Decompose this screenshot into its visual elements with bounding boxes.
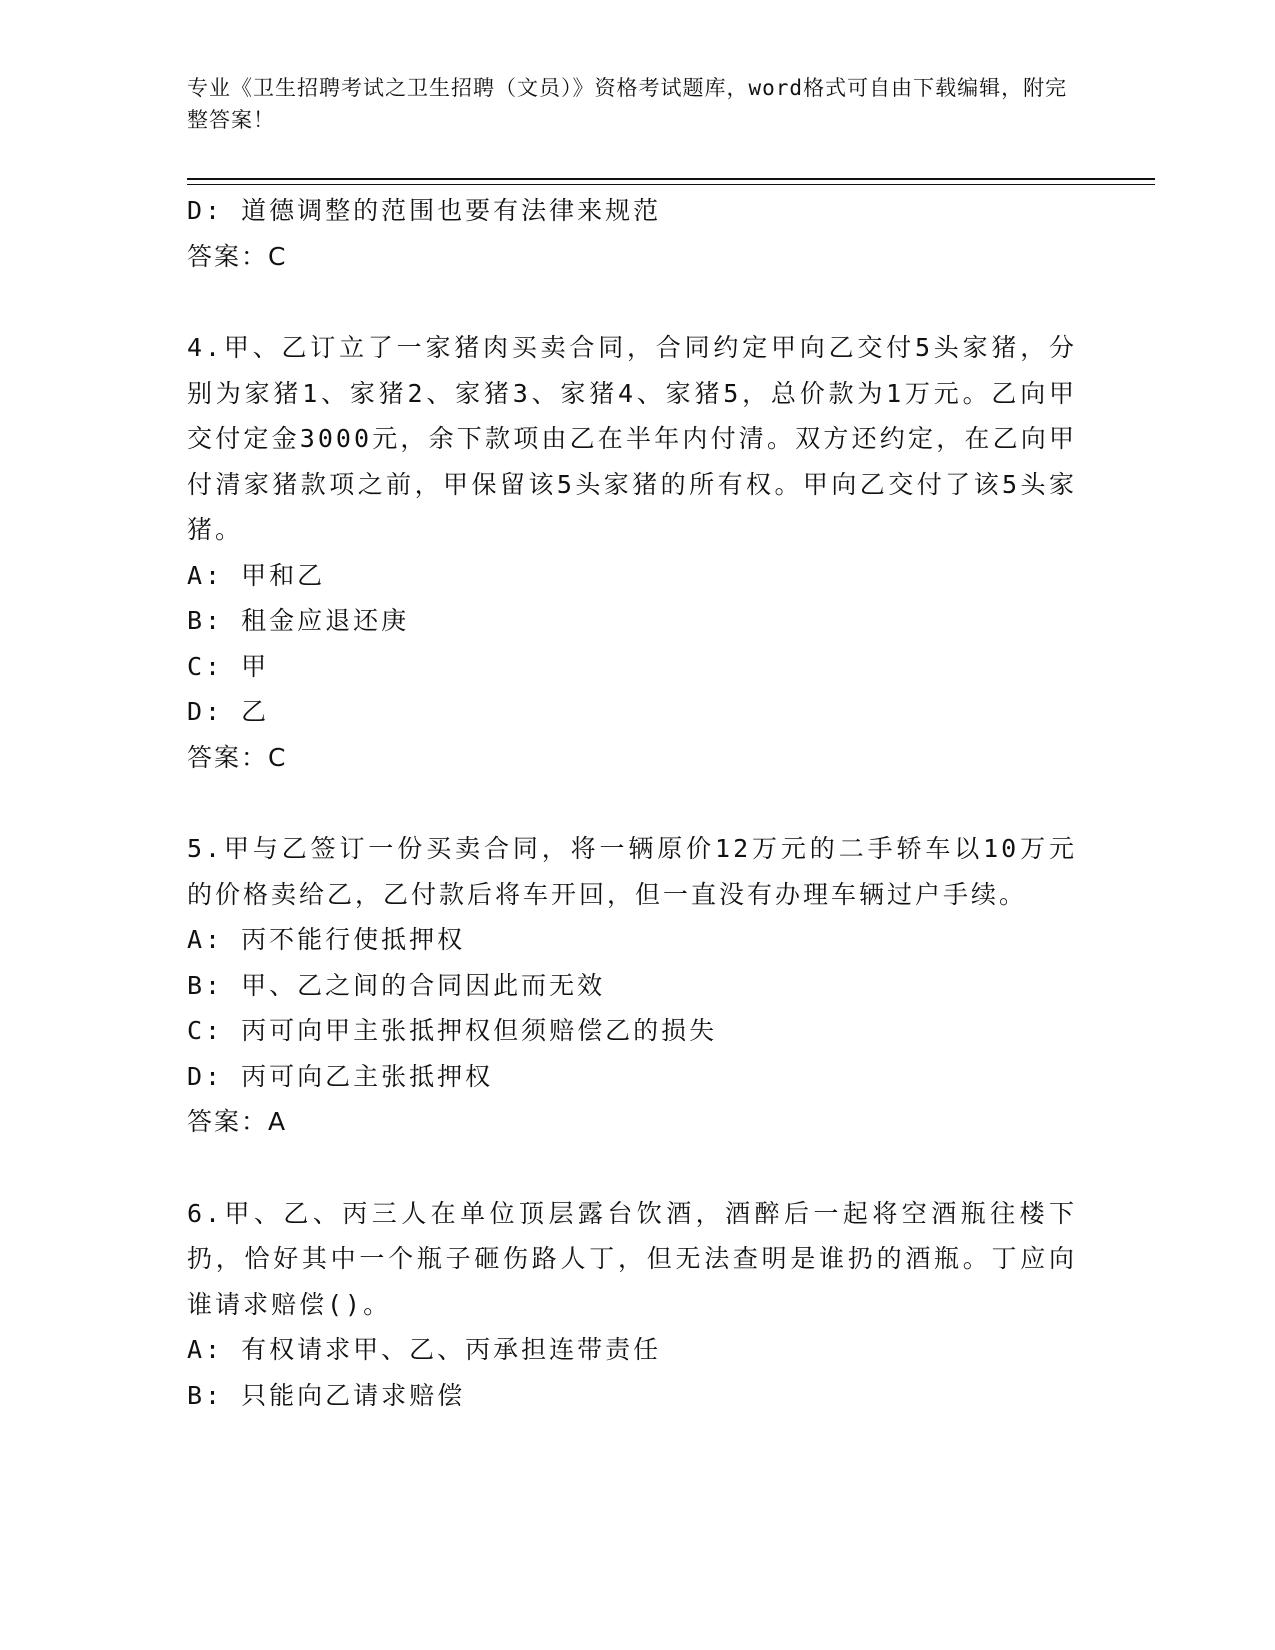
spacer <box>187 1145 1087 1191</box>
question-stem: 6.甲、乙、丙三人在单位顶层露台饮酒，酒醉后一起将空酒瓶往楼下扔，恰好其中一个瓶子砸伤路人丁，但无法查明是谁扔的酒瓶。丁应向谁请求赔偿()。 <box>187 1198 1077 1319</box>
option-d: D: 道德调整的范围也要有法律来规范 <box>187 196 662 225</box>
document-body <box>187 188 1087 1418</box>
option-a: A: 甲和乙 <box>187 560 326 590</box>
option-c: C: 甲 <box>187 651 270 681</box>
option-b: B: 甲、乙之间的合同因此而无效 <box>187 970 606 1000</box>
header-divider-thick <box>187 178 1155 180</box>
option-b: B: 租金应退还庚 <box>187 606 410 635</box>
answer-line: 答案：A <box>187 1107 288 1136</box>
question-stem: 5.甲与乙签订一份买卖合同，将一辆原价12万元的二手轿车以10万元的价格卖给乙，乙付款后将车开回，但一直没有办理车辆过户手续。 <box>187 834 1077 909</box>
option-a: A: 有权请求甲、乙、丙承担连带责任 <box>187 1335 662 1364</box>
option-c: C: 丙可向甲主张抵押权但须赔偿乙的损失 <box>187 1016 718 1045</box>
answer-line: 答案：C <box>187 742 288 772</box>
option-b: B: 只能向乙请求赔偿 <box>187 1380 466 1410</box>
option-d: D: 丙可向乙主张抵押权 <box>187 1061 494 1091</box>
question-4 <box>187 325 1087 780</box>
answer-line: 答案：C <box>187 241 288 271</box>
header-divider-thin <box>187 184 1155 185</box>
option-d: D: 乙 <box>187 697 270 726</box>
previous-question-tail <box>187 188 1087 279</box>
question-stem: 4.甲、乙订立了一家猪肉买卖合同，合同约定甲向乙交付5头家猪，分别为家猪1、家猪2、家猪3、家猪4、家猪5，总价款为1万元。乙向甲交付定金3000元，余下款项由乙在半年内付清。双方还约定，在乙向甲付清家猪款项之前，甲保留该5头家猪的所有权。甲向乙交付了该5头家猪。 <box>187 333 1077 544</box>
question-6 <box>187 1191 1087 1419</box>
option-a: A: 丙不能行使抵押权 <box>187 925 466 954</box>
document-header: 专业《卫生招聘考试之卫生招聘（文员）》资格考试题库，word格式可自由下载编辑，附完整答案！ <box>187 76 1068 132</box>
spacer <box>187 780 1087 826</box>
spacer <box>187 279 1087 325</box>
question-5 <box>187 826 1087 1145</box>
